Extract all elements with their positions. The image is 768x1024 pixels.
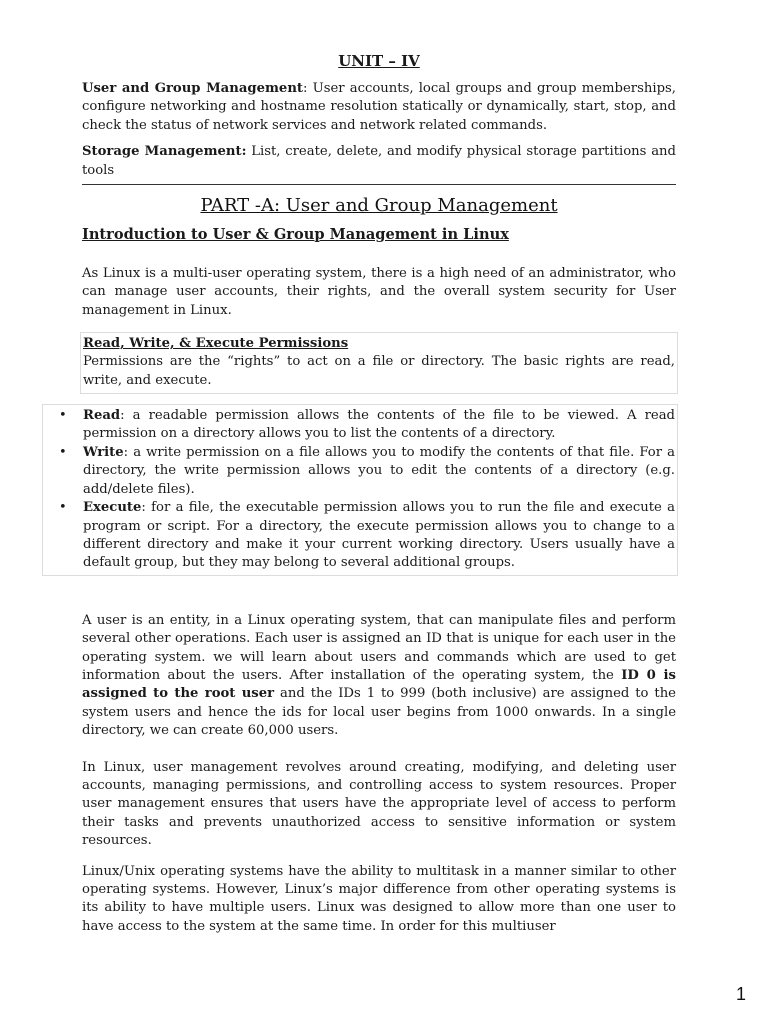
syllabus-user-group-label: User and Group Management	[82, 81, 303, 96]
bullet-write-body: : a write permission on a file allows you to modify the contents of that file. For a directory, the write permission allows you to edit the contents of a directory (e.g. add/delete files).	[83, 444, 675, 497]
syllabus-user-group-text: : User accounts, local groups and group memberships, configure networking and hostname resolution statically or dynamically, start, stop, and check the status of network services and network related commands.	[82, 81, 676, 133]
bullet-write	[59, 444, 675, 499]
bullet-execute-text	[83, 499, 675, 573]
syllabus-storage-label: Storage Management:	[82, 144, 247, 160]
multitask-paragraph: Linux/Unix operating systems have the ability to multitask in a manner similar to other operating systems. However, Linux’s major difference from other operating systems is its ability to have multiple users. Linux was designed to allow more than one user to have access to the system at the same time. In order for this multiuser	[82, 863, 676, 934]
user-paragraph	[82, 612, 676, 741]
bullet-write-label: Write	[83, 444, 124, 460]
user-paragraph-end: and the IDs 1 to 999 (both inclusive) are assigned to the system users and hence the ids for local user begins from 1000 onwards. In a single directory, we can create 60,000 users.	[82, 686, 676, 739]
unit-title: UNIT – IV	[338, 52, 420, 70]
management-paragraph: In Linux, user management revolves around creating, modifying, and deleting user accounts, managing permissions, and controlling access to system resources. Proper user management ensures that users have the appropriate level of access to perform their tasks and prevents unauthorized access to sensitive information or system resources.	[82, 759, 676, 849]
divider	[82, 184, 676, 185]
part-title: PART -A: User and Group Management	[200, 195, 558, 217]
intro-heading: Introduction to User & Group Management in Linux	[82, 226, 509, 244]
bullet-execute-label: Execute	[83, 500, 142, 516]
page-number: 1	[735, 984, 746, 1004]
syllabus-user-group	[82, 80, 676, 135]
root-user-highlight: ID 0 is assigned to the root user	[82, 667, 676, 702]
bullet-dot-icon: •	[59, 444, 67, 460]
document-page	[59, 52, 676, 936]
bullet-read-body: : a readable permission allows the contents of the file to be viewed. A read permission on a directory allows you to list the contents of a directory.	[83, 408, 675, 442]
bullet-write-text	[83, 444, 675, 499]
permissions-heading: Read, Write, & Execute Permissions	[83, 336, 349, 352]
multiuser-paragraph: As Linux is a multi-user operating system, there is a high need of an administrator, who can manage user accounts, their rights, and the overall system security for User management in Linux.	[82, 266, 676, 318]
bullet-execute	[59, 499, 675, 573]
bullet-read	[59, 407, 675, 444]
bullet-read-label: Read	[83, 408, 121, 424]
bullet-execute-body: : for a file, the executable permission allows you to run the file and execute a program or script. For a directory, the execute permission allows you to change to a different directory and make it your current working directory. Users usually have a default group, but they may belong to several additional groups.	[83, 500, 675, 571]
syllabus-storage	[82, 143, 676, 180]
permissions-intro: Permissions are the “rights” to act on a file or directory. The basic rights are read, write, and execute.	[83, 354, 675, 388]
bullet-dot-icon: •	[59, 408, 67, 424]
bullet-read-text	[83, 407, 675, 444]
user-paragraph-start: A user is an entity, in a Linux operating system, that can manipulate files and perform several other operations. Each user is assigned an ID that is unique for each user in the operating system. we will learn about users and commands which are used to get information about the users. After installation of the operating system, the	[82, 612, 676, 683]
bullet-dot-icon: •	[59, 500, 67, 516]
syllabus-storage-text: List, create, delete, and modify physical storage partitions and tools	[82, 144, 676, 178]
permissions-bullet-list	[42, 404, 678, 576]
permissions-box	[80, 332, 678, 394]
